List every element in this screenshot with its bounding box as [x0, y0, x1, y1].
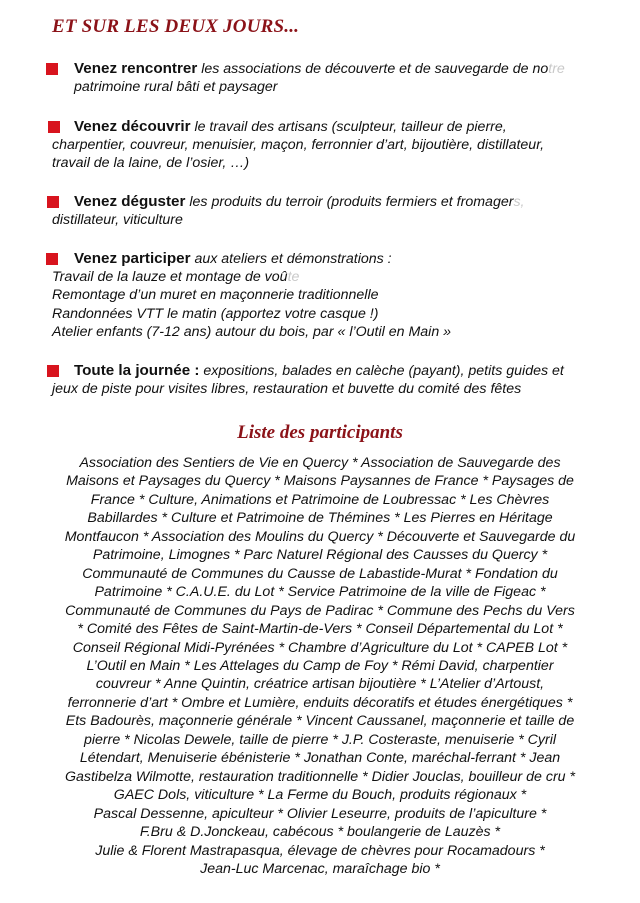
section-line: distillateur, viticulture	[52, 212, 183, 229]
section-heading: ET SUR LES DEUX JOURS...	[52, 16, 300, 37]
participant-line: L’Outil en Main * Les Attelages du Camp de Foy * Rémi David, charpentier	[86, 657, 554, 674]
section-toute-la-journee	[52, 362, 627, 398]
red-square-bullet-icon	[47, 365, 59, 377]
section-line	[52, 60, 627, 78]
section-lead: Venez rencontrer	[74, 60, 198, 77]
participant-line: couvreur * Anne Quintin, créatrice artisan bijoutière * L’Atelier d’Artoust,	[95, 676, 545, 693]
participant-line: Maisons et Paysages du Quercy * Maisons Paysannes de France * Paysages de	[66, 473, 574, 490]
section-line	[52, 118, 627, 136]
participant-line: Gastibelza Wilmotte, restauration traditionnelle * Didier Jouclas, bouilleur de cru *	[64, 768, 576, 785]
faded-text: te	[287, 269, 300, 286]
participants-title: Liste des participants	[237, 422, 403, 443]
red-square-bullet-icon	[46, 63, 58, 75]
section-lead: Toute la journée :	[74, 362, 200, 379]
participant-line: Jean-Luc Marcenac, maraîchage bio *	[200, 860, 440, 877]
section-text: les associations de découverte et de sauvegarde de no	[201, 61, 549, 77]
red-square-bullet-icon	[46, 253, 58, 265]
participant-line: Ets Badourès, maçonnerie générale * Vincent Caussanel, maçonnerie et taille de	[65, 713, 575, 730]
section-decouvrir	[52, 118, 627, 173]
participants-list	[30, 454, 610, 878]
section-line: jeux de piste pour visites libres, restauration et buvette du comité des fêtes	[52, 381, 522, 398]
section-text: les produits du terroir (produits fermiers et fromager	[189, 194, 514, 210]
participant-line: ferronnerie d’art * Ombre et Lumière, enduits décoratifs et études énergétiques *	[67, 694, 573, 711]
section-text: Travail de la lauze et montage de voû	[52, 269, 288, 286]
section-text: aux ateliers et démonstrations :	[194, 251, 392, 267]
participant-line: Communauté de Communes du Pays de Padirac * Commune des Pechs du Vers	[65, 602, 575, 619]
participant-line: Association des Sentiers de Vie en Quercy * Association de Sauvegarde des	[79, 455, 561, 471]
section-line: travail de la laine, de l’osier, …)	[52, 155, 250, 172]
red-square-bullet-icon	[47, 196, 59, 208]
participant-line: pierre * Nicolas Dewele, taille de pierre * J.P. Costeraste, menuiserie * Cyril	[83, 731, 557, 748]
participant-line: Babillardes * Culture et Patrimoine de Thémines * Les Pierres en Héritage	[87, 510, 553, 527]
faded-text: s,	[513, 194, 525, 210]
section-line	[52, 362, 627, 380]
section-participer	[52, 250, 627, 341]
participant-line: Julie & Florent Mastrapasqua, élevage de chèvres pour Rocamadours *	[95, 842, 545, 859]
section-lead: Venez déguster	[74, 193, 186, 210]
section-text: expositions, balades en calèche (payant), petits guides et	[203, 363, 564, 379]
faded-text: tre	[548, 61, 565, 77]
participant-line: Communauté de Communes du Causse de Labastide-Murat * Fondation du	[82, 565, 558, 582]
participant-line: France * Culture, Animations et Patrimoine de Loubressac * Les Chèvres	[90, 491, 550, 508]
participant-line: Pascal Dessenne, apiculteur * Olivier Leseurre, produits de l’apiculture *	[93, 805, 547, 822]
participant-line: * Comité des Fêtes de Saint-Martin-de-Vers * Conseil Départemental du Lot *	[77, 621, 563, 638]
section-line: Atelier enfants (7-12 ans) autour du bois, par « l’Outil en Main »	[52, 323, 452, 340]
section-lead: Venez découvrir	[74, 118, 191, 135]
section-line: Randonnées VTT le matin (apportez votre casque !)	[52, 305, 379, 322]
participant-line: Létendart, Menuiserie ébénisterie * Jonathan Conte, maréchal-ferrant * Jean	[79, 750, 561, 767]
section-rencontrer	[52, 60, 627, 96]
section-line: charpentier, couvreur, menuisier, maçon, ferronnier d’art, bijoutière, distillateur,	[52, 137, 545, 154]
section-deguster	[52, 193, 627, 229]
participant-line: GAEC Dols, viticulture * La Ferme du Bouch, produits régionaux *	[113, 787, 527, 804]
red-square-bullet-icon	[48, 121, 60, 133]
participant-line: Patrimoine * C.A.U.E. du Lot * Service Patrimoine de la ville de Figeac *	[94, 584, 546, 601]
participant-line: Montfaucon * Association des Moulins du Quercy * Découverte et Sauvegarde du	[64, 528, 576, 545]
participant-line: Patrimoine, Limognes * Parc Naturel Régional des Causses du Quercy *	[92, 547, 548, 564]
section-line	[52, 268, 627, 286]
section-lead: Venez participer	[74, 250, 191, 267]
section-line: patrimoine rural bâti et paysager	[74, 79, 278, 96]
section-line: Remontage d’un muret en maçonnerie traditionnelle	[52, 287, 379, 304]
participant-line: Conseil Régional Midi-Pyrénées * Chambre d’Agriculture du Lot * CAPEB Lot *	[72, 639, 568, 656]
section-text: le travail des artisans (sculpteur, tailleur de pierre,	[194, 119, 507, 135]
section-line	[52, 193, 627, 211]
participant-line: F.Bru & D.Jonckeau, cabécous * boulangerie de Lauzès *	[139, 824, 501, 841]
section-line	[52, 250, 627, 268]
